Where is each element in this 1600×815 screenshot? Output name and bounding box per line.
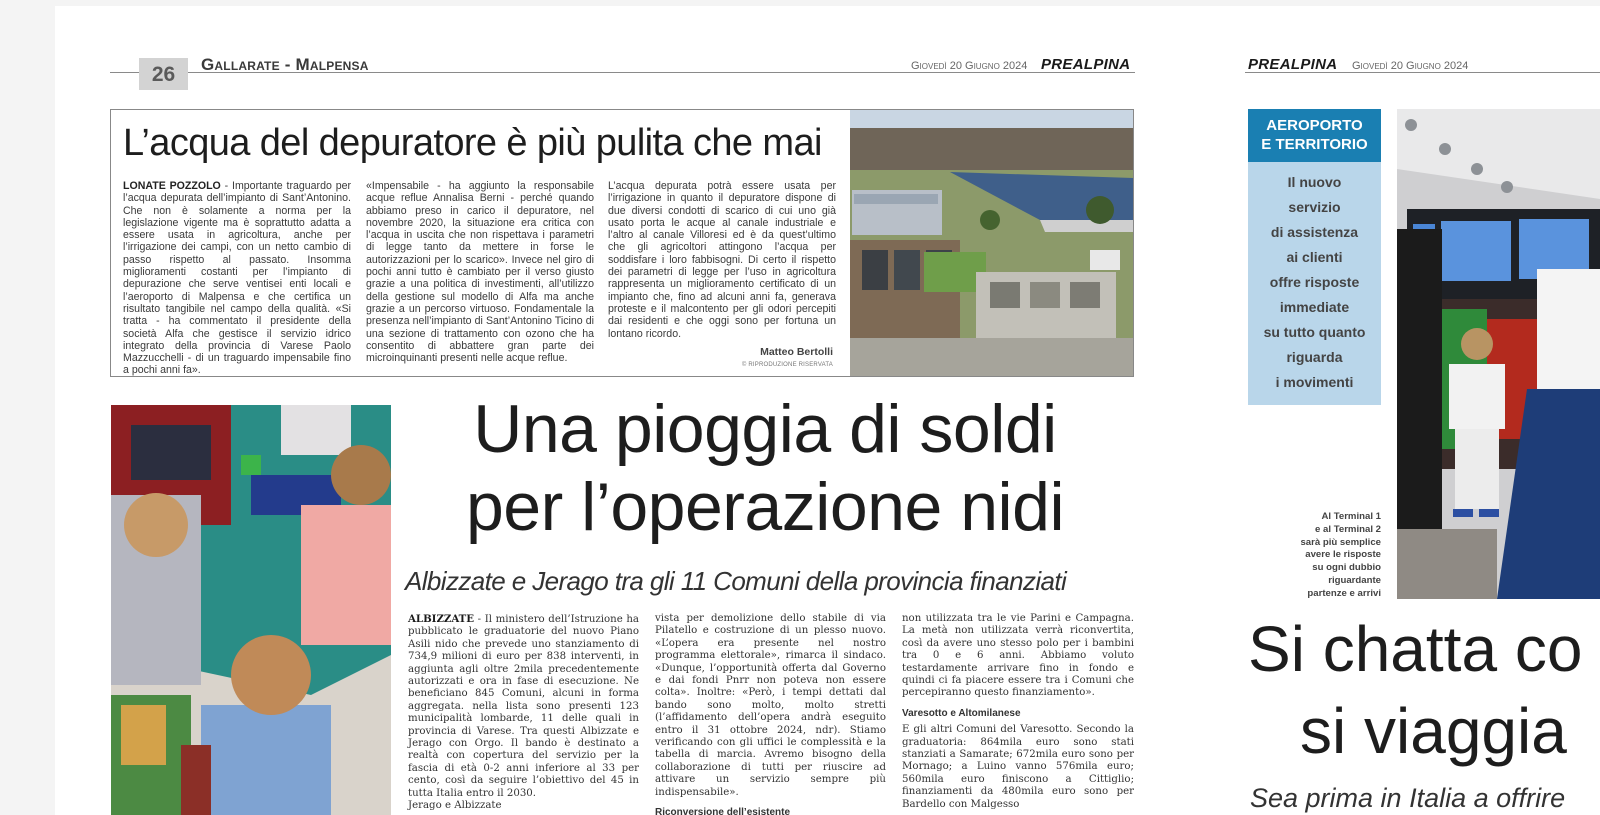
caption-line: avere le risposte <box>1305 549 1381 561</box>
caption-line: riguardante <box>1328 574 1381 586</box>
headline-line-2: si viaggia <box>1300 695 1567 767</box>
dateline: LONATE POZZOLO <box>123 180 221 192</box>
caption-line: partenze e arrivi <box>1307 587 1381 599</box>
page-number: 26 <box>139 58 188 90</box>
sidebar-heading-line: AEROPORTO <box>1266 117 1363 134</box>
article-column-3 <box>608 180 836 340</box>
headline-line-1: Una pioggia di soldi <box>473 391 1057 467</box>
sidebar-line: riguarda <box>1286 349 1343 365</box>
article-column-1 <box>123 180 351 377</box>
column-subhead: Varesotto e Altomilanese <box>902 707 1021 719</box>
sidebar-line: ai clienti <box>1286 249 1343 265</box>
article-subheadline: Sea prima in Italia a offrire <box>1250 783 1566 813</box>
sidebar-line: di assistenza <box>1270 224 1359 240</box>
sidebar-body <box>1248 162 1381 395</box>
article-column-1 <box>408 613 639 813</box>
article-column-3 <box>902 613 1134 811</box>
column-text: E gli altri Comuni del Varesotto. Secondo la graduatoria: 864mila euro sono stati stanziati a Samarate; 672mila euro sono per Mornago; a Luino vanno 576mila euro; 560mila euro finiscono a Cittiglio; finanziamenti da 480mila euro sono per Bardello con Malgesso <box>902 724 1134 810</box>
caption-line: e al Terminal 2 <box>1315 523 1381 535</box>
article-headline <box>395 390 1135 546</box>
column-text: vista per demolizione dello stabile di via Pilatello e costruzione di un plesso nuovo. «L’opera era presente nel nostro programma elettorale», rimarca il sindaco. «Dunque, l’opportunità offerta dal Governo e dai fondi Pnrr non poteva non essere colta». Inoltre: «Però, i tempi dettati dal bando sono molto, molto stretti (l’affidamento dell’opera andrà eseguito entro il 31 ottobre 2024, ndr). Stiamo verificando con gli uffici le complessità e la tabella di marcia. Avremo bisogno della collaborazione di tutti per riuscire ad attivare un servizio sempre più indispensabile». <box>655 613 886 798</box>
header-date-left: Giovedì 20 Giugno 2024 <box>911 60 1028 72</box>
newspaper-spread <box>55 6 1600 815</box>
header-date-right: Giovedì 20 Giugno 2024 <box>1352 60 1469 72</box>
article-headline: L’acqua del depuratore è più pulita che mai <box>123 122 822 164</box>
dateline: ALBIZZATE <box>408 613 475 625</box>
byline: Matteo Bertolli <box>760 346 833 358</box>
section-title: Gallarate - Malpensa <box>201 55 369 74</box>
column-subhead: Riconversione dell’esistente <box>655 807 791 815</box>
copyright-note: © RIPRODUZIONE RISERVATA <box>741 362 833 368</box>
article-headline <box>1248 608 1600 772</box>
sidebar-line: su tutto quanto <box>1263 324 1366 340</box>
article-column-2 <box>366 180 594 364</box>
article-column-2 <box>655 613 886 815</box>
sidebar-heading <box>1248 109 1381 162</box>
column-text: - Importante traguardo per l’acqua depurata dell’impianto di Sant’Antonino. Che non è solamente a norma per la legislazione vigente ma è soprattutto adatta a essere usata in agricoltura, anche per l’irrigazione dei campi, con un netto cambio di passo rispetto al passato. Insomma miglioramenti costanti per l’impianto di depurazione che serve ventisei enti locali e l’aeroporto di Malpensa e che certifica un risultato tangibile nel campo della qualità. «Si tratta - ha commentato il presidente della società Alfa che gestisce il servizio idrico integrato della provincia di Varese Paolo Mazzucchelli - di un traguardo impensabile fino a pochi anni fa». <box>123 180 352 377</box>
sidebar-heading-line: E TERRITORIO <box>1261 136 1368 153</box>
photo-caption <box>1265 511 1381 601</box>
column-text: - Il ministero dell’Istruzione ha pubblicato le graduatorie del nuovo Piano Asili nido che prevede uno stanziamento di 734,9 milioni di euro per 838 interventi, in aggiunta agli oltre 2mila precedentemente autorizzati e ora in fase di esecuzione. Ne beneficiano 845 Comuni, alcuni in forma aggregata. nella lista sono presenti 123 municipalità lombarde, 11 delle quali in provincia di Varese. Tra questi Albizzate e Jerago con Orgo. Il bando è destinato a realtà con copertura del servizio per la fascia di età 0-2 anni inferiore al 33 per cento, così da seguire l’obiettivo del 45 in tutta Italia entro il 2030. <box>408 614 639 799</box>
photo-children-nursery <box>111 405 391 815</box>
article-subheadline: Albizzate e Jerago tra gli 11 Comuni della provincia finanziati <box>405 566 1067 596</box>
caption-line: su ogni dubbio <box>1312 562 1381 574</box>
caption-line: sarà più semplice <box>1300 536 1381 548</box>
sidebar-line: servizio <box>1288 199 1341 215</box>
article-depuratore <box>110 109 1134 377</box>
sidebar-line: immediate <box>1279 299 1350 315</box>
sidebar-line: i movimenti <box>1275 374 1354 390</box>
airport-terminal-image <box>1397 109 1600 599</box>
aerial-plant-image <box>850 110 1133 376</box>
column-text: L’acqua depurata potrà essere usata per l’irrigazione in quanto il depuratore dispone di due diversi condotti di scarico di cui uno già usato porta le acque al canale industriale e l’altro al canale Villoresi ed è da quest’ultimo che gli agricoltori attingono l’acqua per soddisfare i loro fabbisogni. Di certo il rispetto dei parametri di legge per l’uso in agricoltura rappresenta un miglioramento certificato di un impianto che, fino ad alcuni anni fa, generava proteste e il malcontento per gli odori percepiti dai residenti e che oggi sono per fortuna un lontano ricordo. <box>608 180 836 340</box>
masthead-logo-right: PREALPINA <box>1248 56 1338 73</box>
column-text: non utilizzata tra le vie Parini e Campagna. La metà non utilizzata verrà riconvertita, così da avere uno stesso polo per i bambini tra 0 e 6 anni. Abbiamo voluto testardamente arrivare fino in fondo e quindi ci fa piacere essere tra i Comuni che percepiranno questo finanziamento». <box>902 613 1134 699</box>
column-continuation: Jerago e Albizzate <box>408 800 502 812</box>
sidebar-line: Il nuovo <box>1287 174 1342 190</box>
headline-line-1: Si chatta co <box>1248 613 1583 685</box>
masthead-logo-left: PREALPINA <box>1041 56 1131 73</box>
sidebar-line: offre risposte <box>1269 274 1360 290</box>
sidebar-box <box>1248 109 1381 405</box>
headline-line-2: per l’operazione nidi <box>465 469 1065 545</box>
caption-line: Al Terminal 1 <box>1321 511 1381 522</box>
photo-depuratore-aerial <box>850 110 1133 376</box>
children-playing-image <box>111 405 391 815</box>
column-text: «Impensabile - ha aggiunto la responsabile acque reflue Annalisa Berni - perché quando abbiamo preso in carico il depuratore, nel novembre 2020, la situazione era critica con l’acqua in uscita che non rispettava i parametri di legge tanto da mettere in forse le autorizzazioni per lo scarico». Invece nel giro di pochi anni tutto è cambiato per il verso giusto grazie a una politica di investimenti, all’utilizzo della gestione sul modello di Alfa ma anche grazie a un percorso virtuoso. Fondamentale la presenza nell’impianto di Sant’Antonino Ticino di una sezione di trattamento con ozono che ha consentito di abbattere gran parte dei microinquinanti presenti nelle acque reflue. <box>366 180 594 365</box>
photo-airport-terminal <box>1397 109 1600 599</box>
